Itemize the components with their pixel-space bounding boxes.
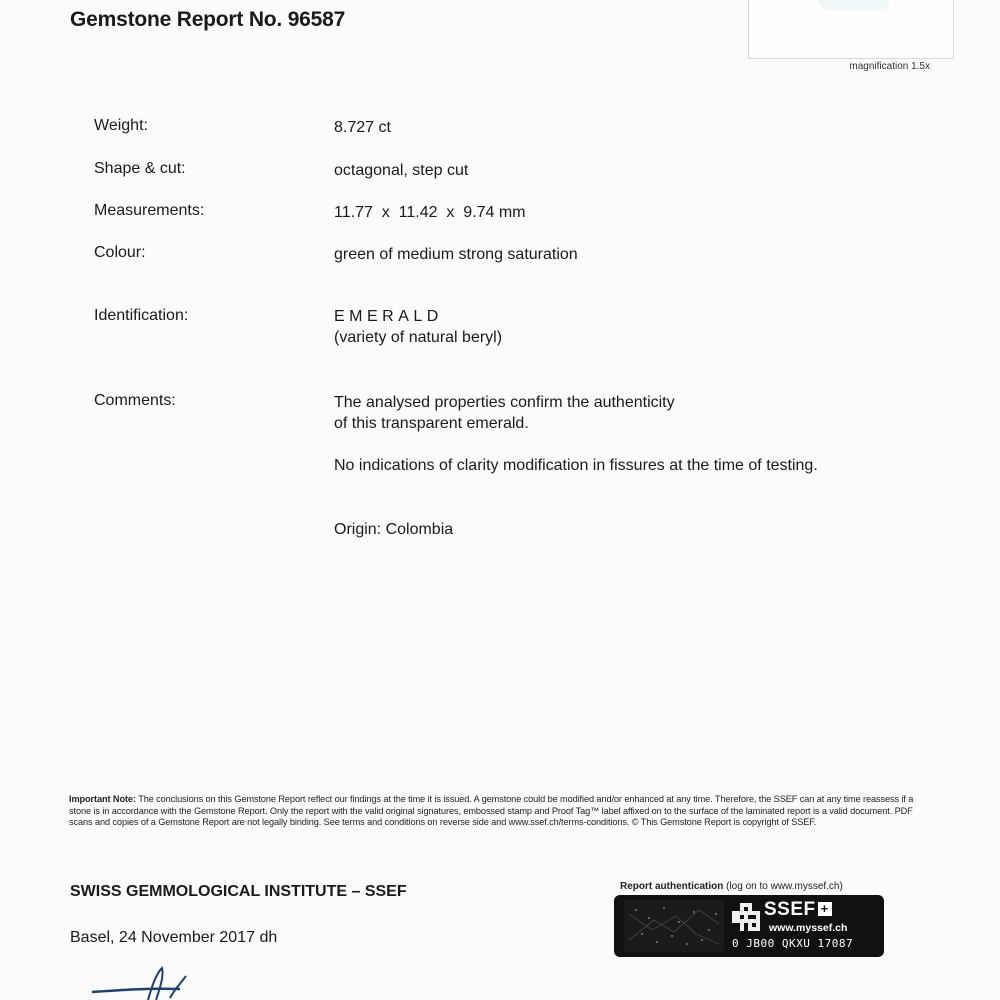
measurements-label: Measurements: [94, 202, 205, 219]
important-note [69, 794, 921, 829]
colour-value: green of medium strong saturation [334, 246, 578, 263]
comment-line-2: of this transparent emerald. [334, 415, 529, 432]
comment-line-3: No indications of clarity modification in fissures at the time of testing. [334, 457, 818, 474]
magnification-caption: magnification 1.5x [849, 61, 930, 72]
auth-heading [620, 881, 843, 892]
auth-url: www.myssef.ch [769, 922, 848, 934]
auth-code: 0 JB00 QKXU 17087 [732, 937, 854, 950]
origin-value: Origin: Colombia [334, 521, 454, 538]
shape-label: Shape & cut: [94, 160, 186, 177]
identification-value: EMERALD [334, 308, 443, 325]
ssef-logo-text: SSEF [764, 899, 816, 920]
auth-heading-rest: (log on to www.myssef.ch) [723, 881, 843, 892]
colour-label: Colour: [94, 244, 146, 261]
measurements-value: 11.77 x 11.42 x 9.74 mm [334, 204, 526, 221]
identification-subtext: (variety of natural beryl) [334, 329, 503, 346]
proof-tag-label [614, 895, 884, 957]
institute-name: SWISS GEMMOLOGICAL INSTITUTE – SSEF [70, 883, 407, 900]
place-date: Basel, 24 November 2017 dh [70, 929, 278, 946]
gemstone-photo [819, 0, 889, 10]
ssef-logo [764, 899, 832, 921]
important-note-label: Important Note: [69, 794, 136, 804]
signature-image [90, 964, 220, 1000]
shape-value: octagonal, step cut [334, 162, 469, 179]
important-note-text: The conclusions on this Gemstone Report reflect our findings at the time it is issued. A gemstone could be modified and/or enhanced at any time. Therefore, the SSEF can at any time reassess if a stone is in accordance with the Gemstone Report. Only the report with the valid original signatures, embossed stamp and Proof Tag™ label affixed on to the surface of the laminated report is a valid document. PDF scans and copies of a Gemstone Report are not legally binding. See terms and conditions on reverse side and www.ssef.ch/terms-conditions. © This Gemstone Report is copyright of SSEF. [69, 794, 914, 828]
auth-heading-bold: Report authentication [620, 881, 724, 892]
qr-code-icon [732, 903, 760, 931]
identification-block [334, 306, 502, 348]
identification-label: Identification: [94, 307, 189, 324]
comments-block [334, 392, 675, 434]
swiss-cross-icon: + [818, 902, 832, 916]
weight-label: Weight: [94, 117, 148, 134]
report-title: Gemstone Report No. 96587 [70, 8, 346, 31]
comments-label: Comments: [94, 392, 176, 409]
gemstone-photo-frame [748, 0, 954, 59]
comment-line-1: The analysed properties confirm the authenticity [334, 394, 675, 411]
weight-value: 8.727 ct [334, 119, 391, 136]
hologram-pattern [624, 900, 724, 952]
